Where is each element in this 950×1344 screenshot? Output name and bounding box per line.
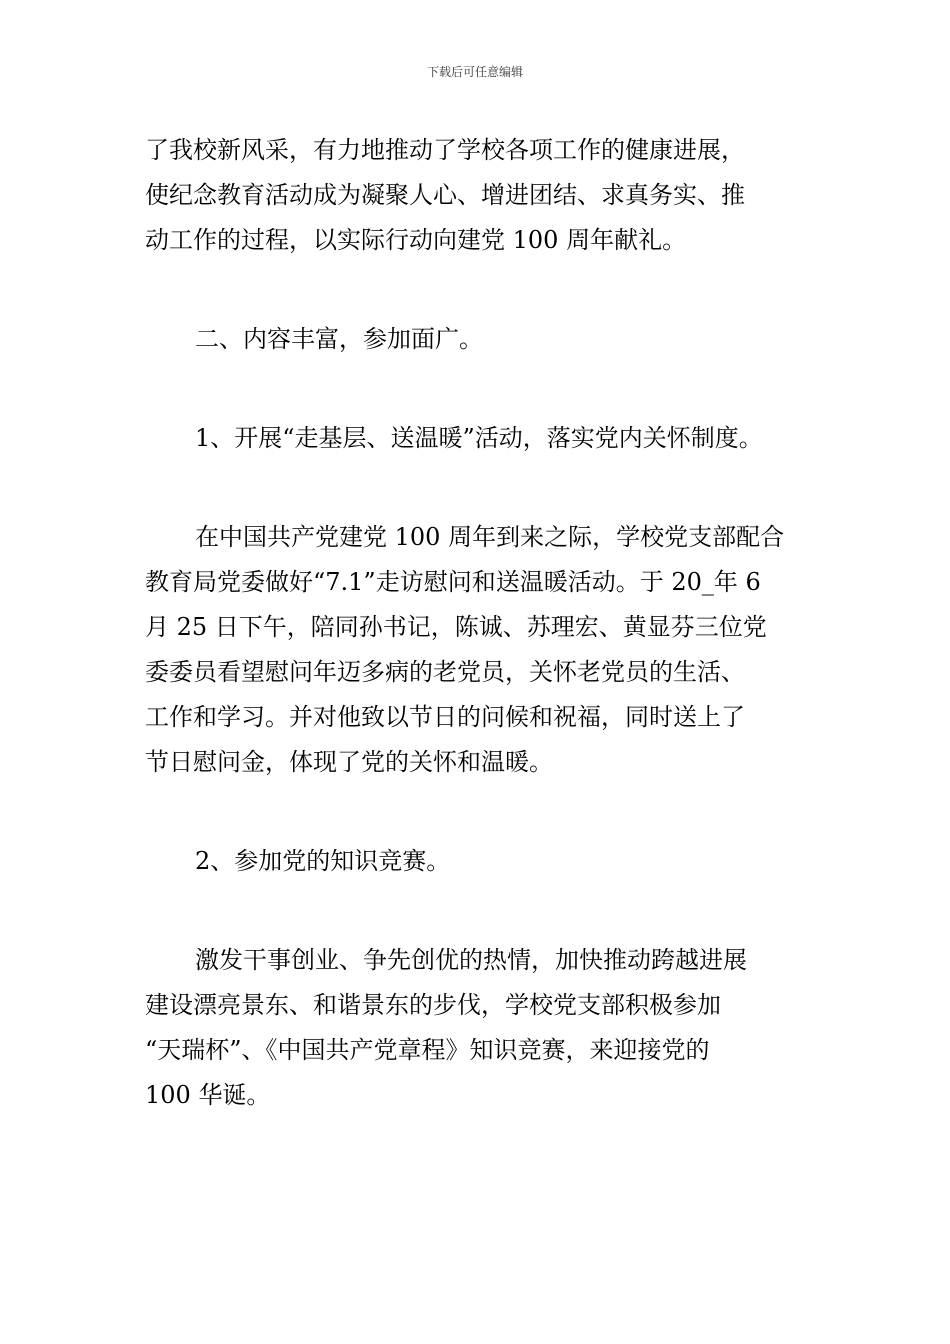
text-line: 在中国共产党建党 100 周年到来之际，学校党支部配合 (195, 523, 785, 551)
text-line: 建设漂亮景东、和谐景东的步伐，学校党支部积极参加 (145, 991, 721, 1019)
paragraph-continuation (145, 128, 810, 263)
text-line: 100 华诞。 (145, 1081, 271, 1109)
subheading-2 (145, 839, 810, 884)
paragraph-knowledge-contest (145, 938, 810, 1118)
text-line: 使纪念教育活动成为凝聚人心、增进团结、求真务实、推 (145, 181, 745, 209)
text-line: 委委员看望慰问年迈多病的老党员，关怀老党员的生活、 (145, 658, 745, 686)
text-line: 激发干事创业、争先创优的热情，加快推动跨越进展 (195, 946, 747, 974)
heading-line: 1、开展“走基层、送温暖”活动，落实党内关怀制度。 (195, 424, 763, 452)
text-line: 工作和学习。并对他致以节日的问候和祝福，同时送上了 (145, 703, 745, 731)
text-line: 动工作的过程，以实际行动向建党 100 周年献礼。 (145, 226, 687, 254)
text-line: 月 25 日下午，陪同孙书记，陈诚、苏理宏、黄显芬三位党 (145, 613, 767, 641)
heading-line: 二、内容丰富，参加面广。 (195, 325, 483, 353)
text-line: 了我校新风采，有力地推动了学校各项工作的健康进展， (145, 136, 745, 164)
page-header-note: 下载后可任意编辑 (426, 65, 523, 79)
section-heading-2 (145, 317, 810, 362)
text-line: 教育局党委做好“7.1”走访慰问和送温暖活动。于 20_年 6 (145, 568, 761, 596)
text-line: 节日慰问金，体现了党的关怀和温暖。 (145, 748, 553, 776)
text-line: “天瑞杯”、《中国共产党章程》知识竞赛，来迎接党的 (145, 1036, 710, 1064)
subheading-1 (145, 416, 810, 461)
document-body (145, 128, 810, 1172)
heading-line: 2、参加党的知识竞赛。 (195, 847, 451, 875)
paragraph-visit-activity (145, 515, 810, 785)
